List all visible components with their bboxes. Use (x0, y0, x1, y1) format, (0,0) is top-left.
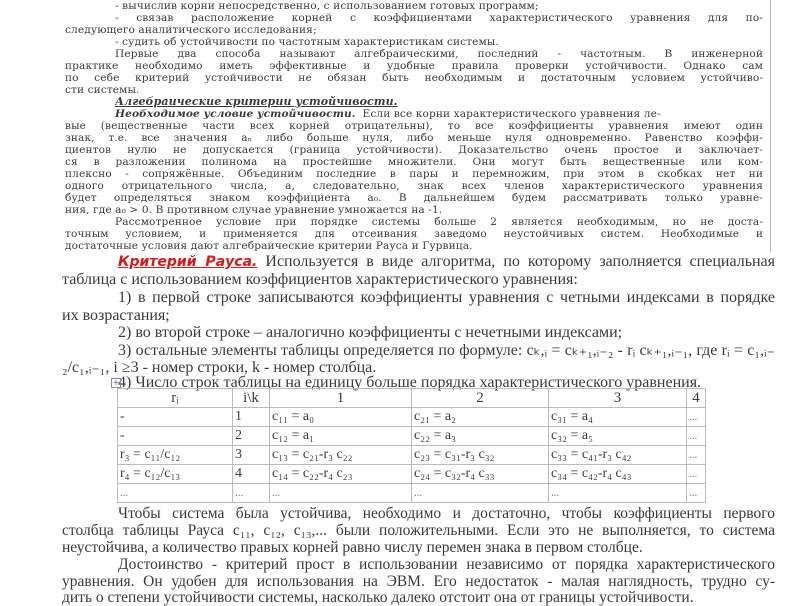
table-cell: c₃₃ = c₄₁-r₃ c₄₂ (549, 446, 687, 465)
text-line: 2) во второй строке – аналогично коэффициенты с нечетными индексами; (118, 324, 623, 341)
text-line: таблица с использованием коэффициентов характеристического уравнения: (62, 271, 578, 288)
table-cell: ... (118, 484, 233, 503)
text-line: Достоинство - критерий прост в использовании независимо от порядка характеристического (118, 556, 775, 573)
table-row (118, 446, 706, 465)
table-cell: 3 (233, 446, 270, 465)
table-cell: c₃₄ = c₄₂-r₄ c₄₃ (549, 465, 687, 484)
table-cell: - (118, 408, 233, 427)
table-cell: c₁₃ = c₂₁-r₃ c₂₂ (270, 446, 412, 465)
table-cell: ... (687, 427, 706, 446)
text-line: плексно - сопряжённые. Объединим последние в пары и перемножим, при этом в скобках нет ни (65, 168, 763, 180)
table-cell: ... (687, 408, 706, 427)
table-cell: - (118, 427, 233, 446)
table-cell: 1 (233, 408, 270, 427)
header-cell: 3 (549, 389, 687, 408)
table-cell: ... (549, 484, 687, 503)
table-row (118, 427, 706, 446)
text-line: практике необходимо иметь эффективные и удобные правила проверки устойчивости. Однако сам (65, 60, 763, 72)
text-line: вые (вещественные части всех корней отрицательны), то все коэффициенты уравнения имеют один (65, 120, 763, 132)
table-cell: c₁₂ = a₁ (270, 427, 412, 446)
bold-italic-term: Необходимое условие устойчивости. (115, 108, 356, 120)
header-cell: i\k (233, 389, 270, 408)
text-line: будет определяться знаком коэффициента a₀. В дальнейшем будем рассматривать только уравне- (65, 192, 763, 204)
image-border (770, 0, 771, 252)
table-cell: c₁₄ = c₂₂-r₄ c₂₃ (270, 465, 412, 484)
text-line: следующего аналитического исследования; (65, 24, 317, 36)
text-line: неустойчива, а количество правых корней равно числу перемен знака в первом столбце. (62, 539, 643, 556)
text-line: - судить об устойчивости по частотным характеристикам системы. (115, 36, 499, 48)
table-cell: c₂₁ = a₂ (412, 408, 549, 427)
text-line: - вычислив корни непосредственно, с использованием готовых программ; (115, 0, 539, 12)
text-span: Используется в виде алгоритма, по которому заполняется специальная (265, 253, 775, 270)
table-cell: c₃₂ = a₅ (549, 427, 687, 446)
text-line: достаточные условия дают алгебраические критерии Рауса и Гурвица. (65, 240, 473, 252)
text-line: точным условием, и применяется для отсеивания заведомо неустойчивых систем. Необходимые и (65, 228, 763, 240)
text-line: - связав расположение корней с коэффициентами характеристического уравнения для по- (115, 12, 763, 24)
text-line (118, 253, 775, 271)
table-cell: ... (687, 446, 706, 465)
section-heading: Алгебраические критерии устойчивости. (115, 96, 398, 108)
text-line: 1) в первой строке записываются коэффициенты уравнения с четными индексами в порядке (118, 289, 775, 306)
table-row (118, 484, 706, 503)
table-row (118, 408, 706, 427)
rauss-table (117, 388, 706, 503)
text-line: знак, т.е. все значения aₙ либо больше нуля, либо меньше нуля одновременно. Равенство коэффи- (65, 132, 763, 144)
table-cell: ... (233, 484, 270, 503)
table-cell: c₂₃ = c₃₁-r₃ c₃₂ (412, 446, 549, 465)
table-move-handle-icon[interactable]: + (112, 378, 120, 387)
text-line: уравнения. Он удобен для использования на ЭВМ. Его недостаток - малая наглядность, трудно су- (62, 573, 775, 590)
text-line: по себе критерий устойчивости не обязан быть необходимым и достаточным условием устойчиво- (65, 72, 763, 84)
text-line: Рассмотренное условие при порядке системы больше 2 является необходимым, но не доста- (115, 216, 763, 228)
table-header-row (118, 389, 706, 408)
text-line: 4) Число строк таблицы на единицу больше порядка характеристического уравнения. (118, 374, 702, 391)
text-line: ся в разложении полинома на простейшие множители. Они могут быть вещественные или ком- (65, 156, 763, 168)
table-cell: r₃ = c₁₁/c₁₂ (118, 446, 233, 465)
text-line: столбца таблицы Рауса c₁₁, c₁₂, c₁₃,... были положительными. Если это не выполняется, то система (62, 522, 775, 539)
table-cell: r₄ = c₁₂/c₁₃ (118, 465, 233, 484)
table-cell: 2 (233, 427, 270, 446)
text-line: циентов нулю не допускается (граница устойчивости). Доказательство очень простое и заключает- (65, 144, 763, 156)
text-line: сти системы. (65, 84, 140, 96)
formula-line: 3) остальные элементы таблицы определяется по формуле: cₖ,ᵢ = cₖ₊₁,ᵢ₋₂ - rᵢ cₖ₊₁,ᵢ₋₁, где rᵢ = c₁,ᵢ₋ (118, 342, 775, 359)
text-line: одного отрицательного числа, а, следовательно, знак всех членов характеристического уравнения (65, 180, 763, 192)
header-cell: 1 (270, 389, 412, 408)
text-line: Чтобы система была устойчива, необходимо и достаточно, чтобы коэффициенты первого (118, 505, 775, 522)
text-line: дить о степени устойчивости системы, насколько далеко отстоит она от границы устойчивости. (62, 589, 694, 606)
table-cell: c₂₄ = c₃₂-r₄ c₃₃ (412, 465, 549, 484)
header-cell: 2 (412, 389, 549, 408)
text-line: их возрастания; (62, 307, 170, 324)
table-cell: ... (270, 484, 412, 503)
text-line: ₂/c₁,ᵢ₋₁, i ≥3 - номер строки, k - номер столбца. (62, 359, 377, 376)
table-cell: c₂₂ = a₃ (412, 427, 549, 446)
text-span: Если все корни характеристического уравнения ле- (362, 108, 661, 120)
text-line (115, 108, 763, 120)
table-cell: ... (687, 484, 706, 503)
table-cell: c₁₁ = a₀ (270, 408, 412, 427)
text-line: ния, где a₀ > 0. В противном случае уравнение умножается на -1. (65, 204, 443, 216)
table-cell: ... (687, 465, 706, 484)
rauss-heading: Критерий Рауса. (118, 254, 258, 270)
table-cell: 4 (233, 465, 270, 484)
text-line: Первые два способа называют алгебраическими, последний - частотным. В инженерной (115, 48, 763, 60)
header-cell: 4 (687, 389, 706, 408)
header-cell: rᵢ (118, 389, 233, 408)
table-cell: c₃₁ = a₄ (549, 408, 687, 427)
table-cell: ... (412, 484, 549, 503)
table-row (118, 465, 706, 484)
